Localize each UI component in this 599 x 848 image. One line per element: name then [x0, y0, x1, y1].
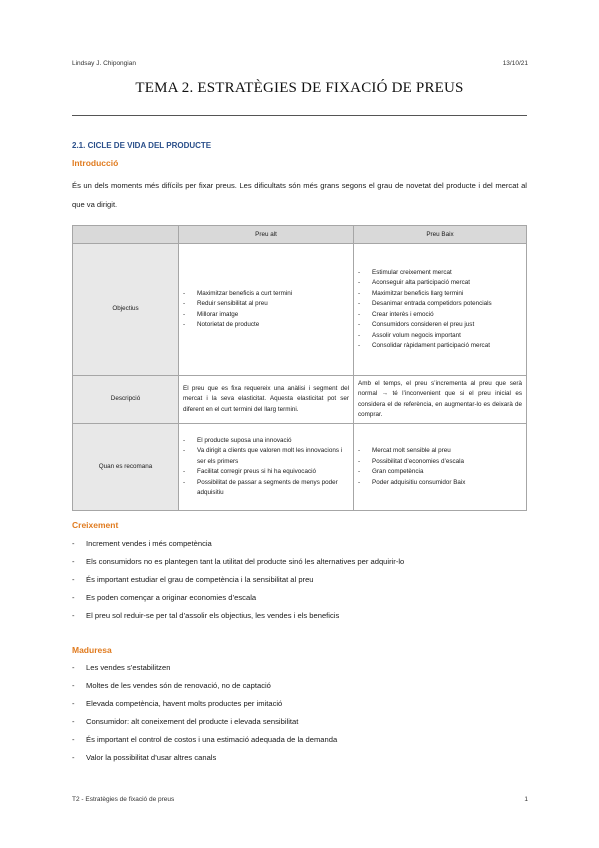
row-label-descripcio: Descripció [73, 376, 179, 424]
title-divider [72, 115, 527, 116]
list-item: - Aconseguir alta participació mercat [358, 278, 522, 289]
section-heading: 2.1. CICLE DE VIDA DEL PRODUCTE [72, 141, 212, 150]
maduresa-heading: Maduresa [72, 645, 112, 655]
list-item: - Les vendes s’estabilitzen [72, 659, 532, 677]
cell-descripcio-baix: Amb el temps, el preu s’incrementa al preu que serà normal → té l’inconvenient que si el preu inicial es considera el de referència, en augmentar-lo es deixarà de comprar. [354, 376, 527, 424]
list-item: - És important estudiar el grau de competència i la sensibilitat al preu [72, 571, 532, 589]
list-item: - Crear interès i emoció [358, 310, 522, 321]
table-row-descripcio [73, 376, 527, 424]
list-item: - Elevada competència, havent molts productes per imitació [72, 695, 532, 713]
list-item: - Consolidar ràpidament participació mercat [358, 341, 522, 352]
list-item: - Va dirigit a clients que valoren molt les innovacions i ser els primers [183, 446, 349, 467]
list-item: - Increment vendes i més competència [72, 535, 532, 553]
list-item: - Possibilitat de passar a segments de menys poder adquisitiu [183, 478, 349, 499]
maduresa-list [72, 659, 532, 767]
page-number: 1 [524, 796, 528, 803]
list-item: - Es poden començar a originar economies d’escala [72, 589, 532, 607]
page-title: TEMA 2. ESTRATÈGIES DE FIXACIÓ DE PREUS [135, 80, 464, 96]
list-item: - Notorietat de producte [183, 320, 349, 331]
list-item: - Moltes de les vendes són de renovació, no de captació [72, 677, 532, 695]
list-item: - Millorar imatge [183, 310, 349, 321]
table-header-row [73, 226, 527, 244]
list-item: - És important el control de costos i una estimació adequada de la demanda [72, 731, 532, 749]
list-item: - El producte suposa una innovació [183, 436, 349, 447]
table-row-quan-es-recomana [73, 424, 527, 511]
list-item: - El preu sol reduir-se per tal d’assolir els objectius, les vendes i els beneficis [72, 607, 532, 625]
footer-title: T2 - Estratègies de fixació de preus [72, 796, 175, 803]
list-item: - Mercat molt sensible al preu [358, 446, 522, 457]
list-item: - Possibilitat d’economies d’escala [358, 457, 522, 468]
cell-descripcio-alt: El preu que es fixa requereix una anàlisi i segment del mercat i la seva elasticitat. Aquesta elasticitat pot ser diferent en el curt termini del llarg termini. [179, 376, 354, 424]
list-item: - Maximitzar beneficis a curt termini [183, 289, 349, 300]
list-item: - Assolir volum negocis important [358, 331, 522, 342]
list-item: - Poder adquisitiu consumidor Baix [358, 478, 522, 489]
cell-objectius-alt [179, 244, 354, 376]
cell-objectius-baix [354, 244, 527, 376]
intro-heading: Introducció [72, 158, 119, 168]
pricing-table [72, 225, 527, 511]
list-item: - Gran competència [358, 467, 522, 478]
header-date: 13/10/21 [502, 60, 528, 67]
table-header-preu-alt: Preu alt [179, 226, 354, 244]
cell-recomana-alt [179, 424, 354, 511]
intro-paragraph: És un dels moments més difícils per fixar preus. Les dificultats són més grans segons el grau de novetat del producte i del mercat al que va dirigit. [72, 181, 527, 209]
table-header-empty [73, 226, 179, 244]
list-item: - Consumidors consideren el preu just [358, 320, 522, 331]
table-header-preu-baix: Preu Baix [354, 226, 527, 244]
list-item: - Consumidor: alt coneixement del producte i elevada sensibilitat [72, 713, 532, 731]
list-item: - Facilitat corregir preus si hi ha equivocació [183, 467, 349, 478]
creixement-heading: Creixement [72, 520, 119, 530]
cell-recomana-baix [354, 424, 527, 511]
list-item: - Reduir sensibilitat al preu [183, 299, 349, 310]
row-label-objectius: Objectius [73, 244, 179, 376]
list-item: - Valor la possibilitat d’usar altres canals [72, 749, 532, 767]
list-item: - Estimular creixement mercat [358, 268, 522, 279]
row-label-quan-es-recomana: Quan es recomana [73, 424, 179, 511]
list-item: - Desanimar entrada competidors potencials [358, 299, 522, 310]
header-author: Lindsay J. Chipongian [72, 60, 136, 67]
table-row-objectius [73, 244, 527, 376]
list-item: - Maximitzar beneficis llarg termini [358, 289, 522, 300]
list-item: - Els consumidors no es plantegen tant la utilitat del producte sinó les alternatives per adquirir-lo [72, 553, 532, 571]
creixement-list [72, 535, 532, 625]
